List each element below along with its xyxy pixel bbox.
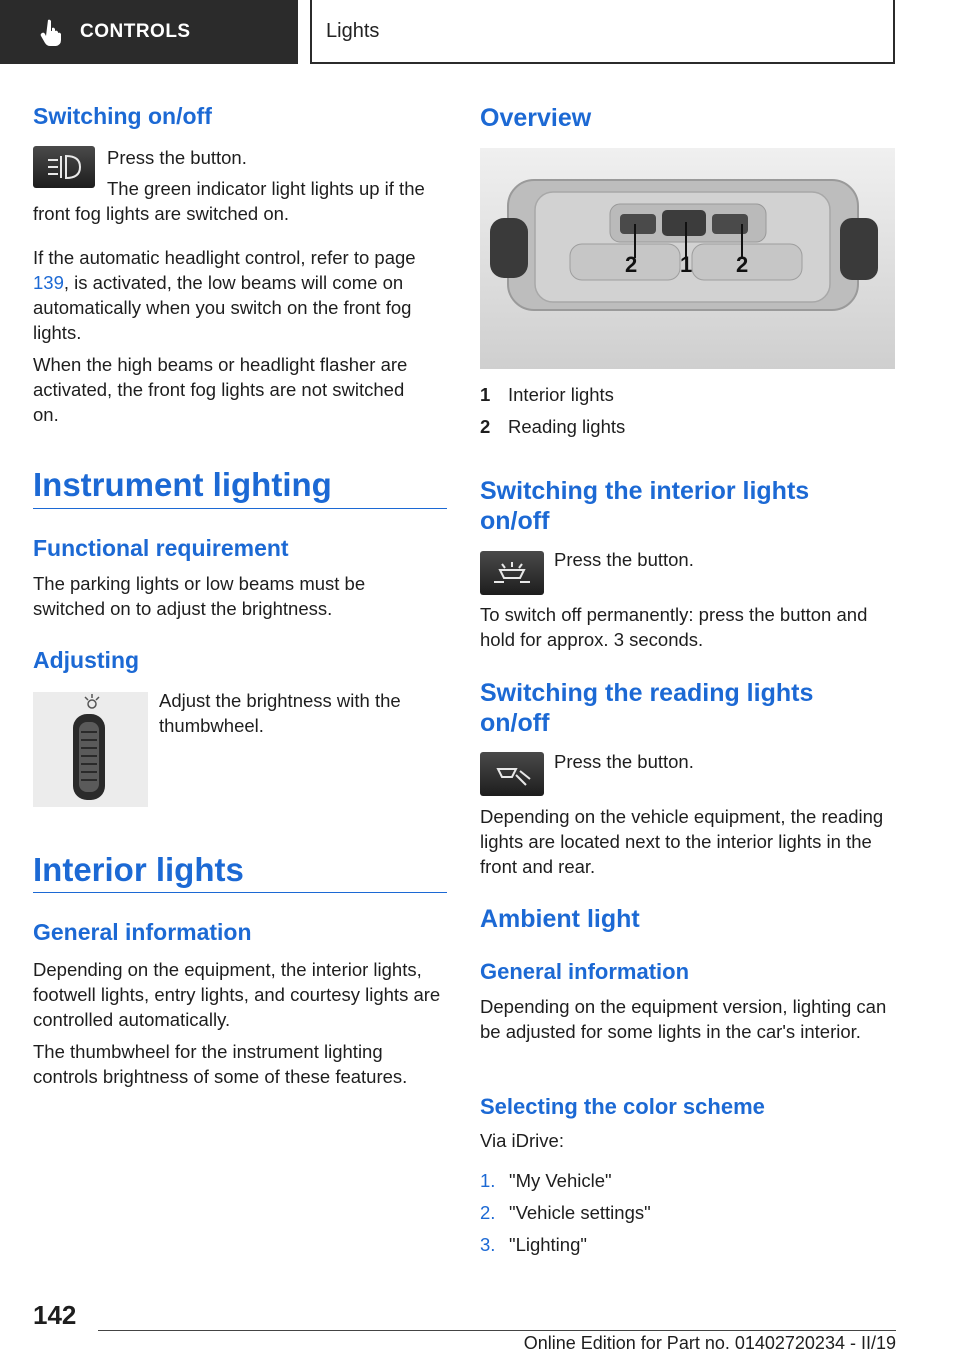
- section-tab: [0, 0, 298, 64]
- interior-heading: Interior lights: [33, 851, 244, 888]
- reading-light-icon: [490, 759, 534, 789]
- interior-rule: [33, 892, 447, 893]
- page-link-139[interactable]: 139: [33, 272, 64, 293]
- switching-p1: Press the button.: [107, 147, 247, 168]
- list-item: 3. "Lighting": [480, 1234, 587, 1255]
- adjusting-text: Adjust the brightness with the thumbwheel.: [159, 690, 401, 736]
- callout-2-left: 2: [625, 252, 638, 277]
- interior-switch-heading: Switching the interior lights on/off: [480, 477, 810, 535]
- list-item: 1. "My Vehicle": [480, 1170, 612, 1191]
- interior-switch-p2: To switch off permanently: press the button and hold for approx. 3 seconds.: [480, 604, 868, 650]
- adjusting-heading: Adjusting: [33, 647, 140, 673]
- functional-heading: Functional requirement: [33, 535, 289, 561]
- ambient-general-text: Depending on the equipment version, lighting can be adjusted for some lights in the car's interior.: [480, 996, 887, 1042]
- interior-light-button-image: [480, 551, 544, 595]
- callout-2-right: 2: [736, 252, 749, 277]
- reading-switch-heading: Switching the reading lights on/off: [480, 679, 814, 737]
- legend-item: 2 Reading lights: [480, 416, 626, 437]
- reading-light-button-image: [480, 752, 544, 796]
- instrument-heading: Instrument lighting: [33, 466, 332, 503]
- overview-photo: [480, 148, 895, 369]
- instrument-rule: [33, 508, 447, 509]
- chapter-header: [310, 0, 895, 64]
- thumbwheel-icon: [33, 692, 148, 807]
- edition-text: Online Edition for Part no. 01402720234 - II/19: [523, 1333, 896, 1353]
- functional-text: The parking lights or low beams must be switched on to adjust the brightness.: [33, 573, 366, 619]
- thumbwheel-image: [33, 692, 148, 807]
- general-heading: General information: [33, 919, 252, 945]
- legend-item: 1 Interior lights: [480, 384, 614, 405]
- interior-switch-p1: Press the button.: [554, 549, 694, 570]
- switching-p2: The green indicator light lights up if the front fog lights are switched on.: [33, 178, 425, 224]
- reading-switch-p2: Depending on the vehicle equipment, the reading lights are located next to the interior lights in the front and rear.: [480, 806, 884, 877]
- auto-headlight-text: If the automatic headlight control, refer to page 139, is activated, the low beams will come on automatically when you switch on the front fog lights.: [33, 247, 416, 343]
- ambient-general-heading: General information: [480, 959, 690, 984]
- color-scheme-heading: Selecting the color scheme: [480, 1094, 765, 1119]
- general-p1: Depending on the equipment, the interior lights, footwell lights, entry lights, and courtesy lights are controlled automatically.: [33, 959, 441, 1030]
- steps-list: [480, 1168, 880, 1257]
- high-beams-text: When the high beams or headlight flasher are activated, the front fog lights are not switched on.: [33, 354, 408, 425]
- list-item: 2. "Vehicle settings": [480, 1202, 651, 1223]
- switching-heading: Switching on/off: [33, 103, 212, 129]
- legend: [480, 382, 890, 439]
- chapter-label: Lights: [326, 19, 380, 42]
- overview-heading: Overview: [480, 104, 592, 132]
- callout-1: 1: [680, 252, 693, 277]
- page-number: 142: [33, 1300, 77, 1330]
- general-p2: The thumbwheel for the instrument lighting controls brightness of some of these features.: [33, 1041, 408, 1087]
- interior-light-icon: [490, 558, 534, 588]
- reading-switch-p1: Press the button.: [554, 751, 694, 772]
- hand-pointer-icon: [40, 18, 66, 46]
- color-intro: Via iDrive:: [480, 1130, 564, 1151]
- footer-rule: [98, 1330, 896, 1331]
- ambient-heading: Ambient light: [480, 905, 640, 933]
- section-label: CONTROLS: [80, 21, 191, 42]
